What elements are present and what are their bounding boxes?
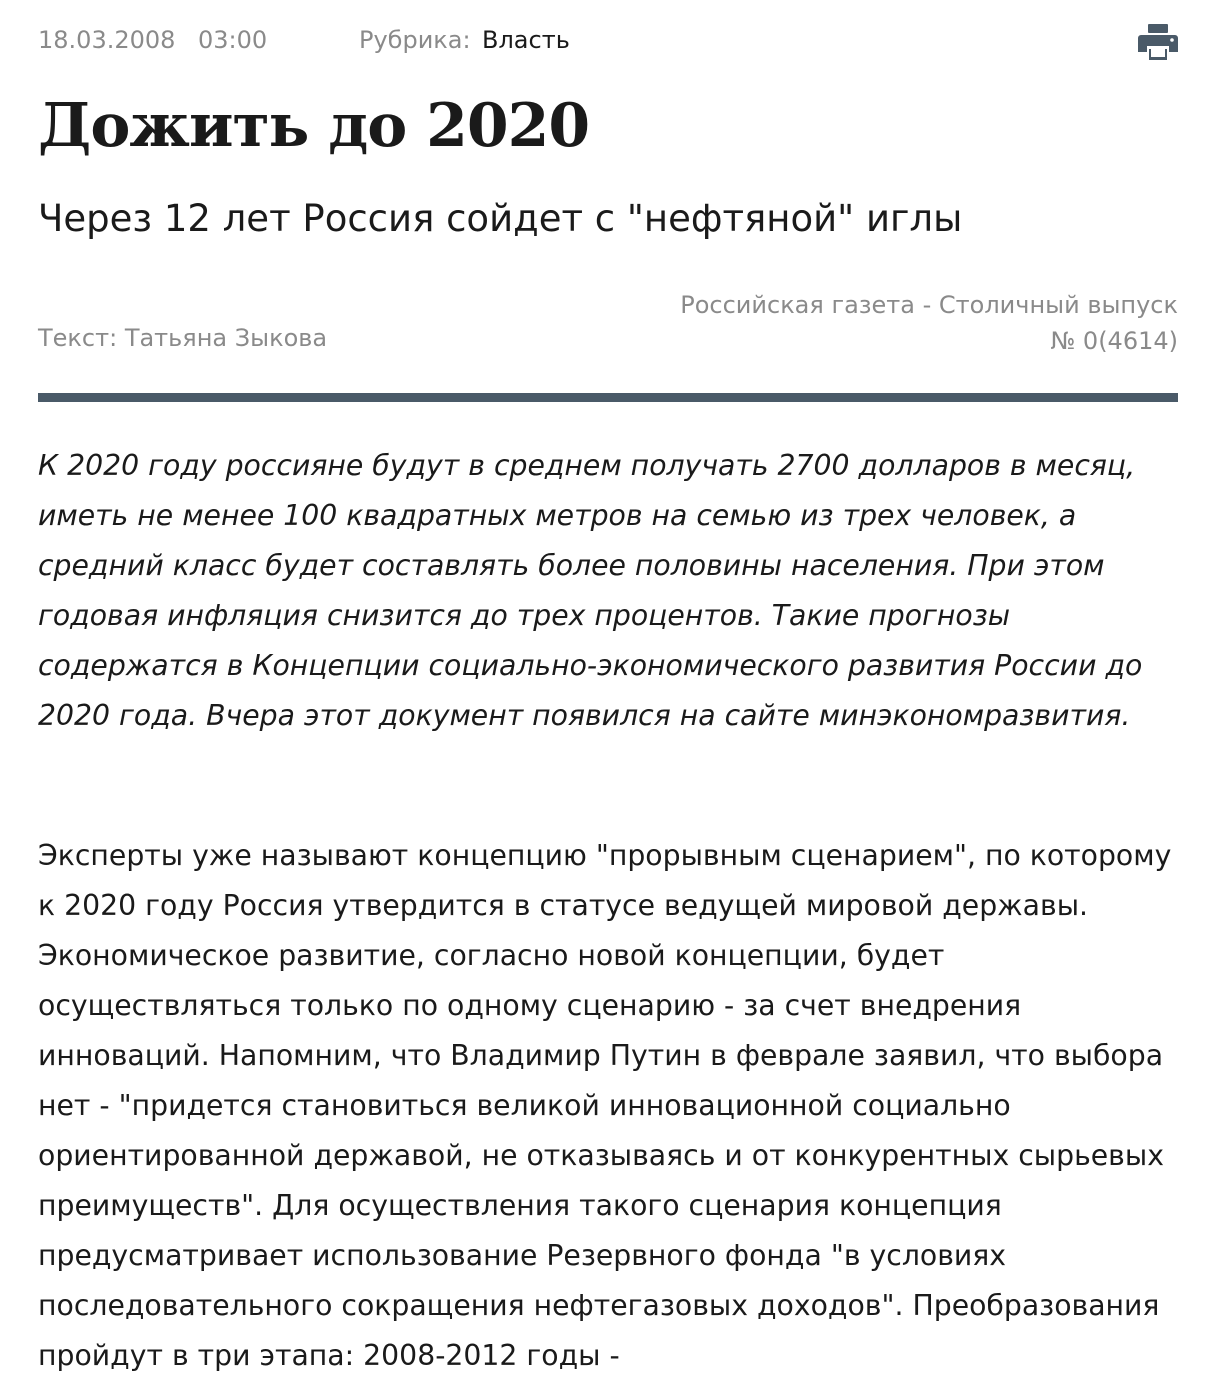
rubric-link[interactable]: Власть <box>482 26 570 54</box>
article-title: Дожить до 2020 <box>38 91 590 161</box>
rubric-label: Рубрика: <box>359 26 471 54</box>
publication-name[interactable]: Российская газета - Столичный выпуск <box>680 291 1178 319</box>
article-subtitle: Через 12 лет Россия сойдет с "нефтяной" иглы <box>38 197 963 240</box>
article-body: Эксперты уже называют концепцию "прорывным сценарием", по которому к 2020 году Россия утвердится в статусе ведущей мировой державы. Экономическое развитие, согласно новой концепции, будет осуществляться только по одному сценарию - за счет внедрения инноваций. Напомним, что Владимир Путин в феврале заявил, что выбора нет - "придется становиться великой инновационной социально ориентированной державой, не отказываясь и от конкурентных сырьевых преимуществ". Для осуществления такого сценария концепция предусматривает использование Резервного фонда "в условиях последовательного сокращения нефтегазовых доходов". Преобразования пройдут в три этапа: 2008-2012 годы - <box>38 839 1172 1372</box>
publication-source <box>680 287 1178 359</box>
publish-time: 03:00 <box>198 26 268 54</box>
article-lead: К 2020 году россияне будут в среднем получать 2700 долларов в месяц, иметь не менее 100 квадратных метров на семью из трех человек, а средний класс будет составлять более половины населения. При этом годовая инфляция снизится до трех процентов. Такие прогнозы содержатся в Концепции социально-экономического развития России до 2020 года. Вчера этот документ появился на сайте минэкономразвития. <box>38 449 1143 732</box>
print-button[interactable] <box>1138 24 1178 60</box>
printer-icon <box>1138 24 1178 60</box>
issue-number: № 0(4614) <box>1050 327 1178 355</box>
article-author: Текст: Татьяна Зыкова <box>38 324 328 352</box>
article-meta <box>38 24 1178 60</box>
publish-date: 18.03.2008 <box>38 26 176 54</box>
header-divider <box>38 393 1178 402</box>
